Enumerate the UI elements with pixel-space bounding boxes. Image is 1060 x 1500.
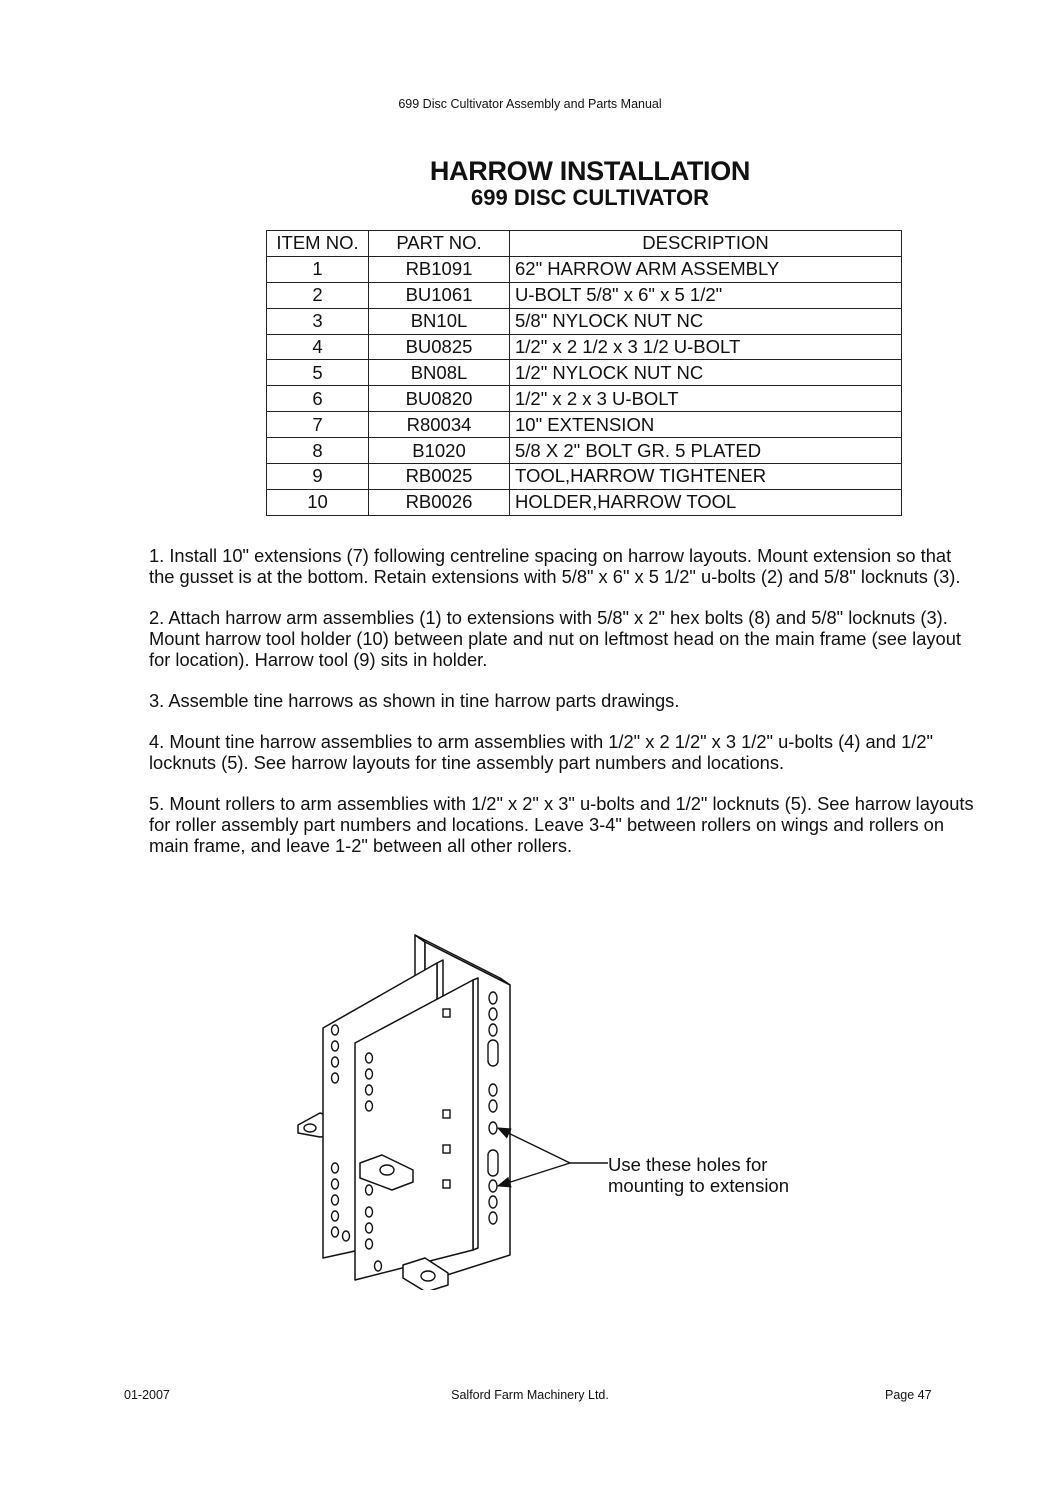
table-row (267, 334, 902, 360)
running-header: 699 Disc Cultivator Assembly and Parts Manual (398, 97, 662, 111)
table-row (267, 386, 902, 412)
description-cell: 1/2" NYLOCK NUT NC (510, 360, 902, 386)
footer-date: 01-2007 (124, 1388, 170, 1402)
part-number-cell: BN10L (369, 308, 510, 334)
item-number-cell: 1 (267, 256, 369, 282)
part-number-cell: BN08L (369, 360, 510, 386)
description-cell: 5/8" NYLOCK NUT NC (510, 308, 902, 334)
column-header-item-no: ITEM NO. (267, 231, 369, 257)
table-row (267, 464, 902, 490)
item-number-cell: 7 (267, 412, 369, 438)
description-cell: U-BOLT 5/8" x 6" x 5 1/2" (510, 282, 902, 308)
installation-instructions (149, 545, 979, 876)
part-number-cell: BU0825 (369, 334, 510, 360)
item-number-cell: 2 (267, 282, 369, 308)
instruction-step-3: 3. Assemble tine harrows as shown in tine harrow parts drawings. (149, 690, 680, 711)
item-number-cell: 10 (267, 489, 369, 515)
item-number-cell: 3 (267, 308, 369, 334)
page-title: HARROW INSTALLATION (429, 156, 751, 186)
item-number-cell: 5 (267, 360, 369, 386)
description-cell: HOLDER,HARROW TOOL (510, 489, 902, 515)
page-subtitle: 699 DISC CULTIVATOR (471, 185, 709, 210)
table-header-row (267, 231, 902, 257)
description-cell: 62" HARROW ARM ASSEMBLY (510, 256, 902, 282)
table-row (267, 412, 902, 438)
table-row (267, 282, 902, 308)
part-number-cell: B1020 (369, 438, 510, 464)
description-cell: 1/2" x 2 x 3 U-BOLT (510, 386, 902, 412)
harrow-bracket-drawing (280, 930, 840, 1290)
part-number-cell: BU1061 (369, 282, 510, 308)
part-number-cell: RB1091 (369, 256, 510, 282)
item-number-cell: 4 (267, 334, 369, 360)
part-number-cell: BU0820 (369, 386, 510, 412)
parts-table (266, 230, 902, 516)
description-cell: 5/8 X 2" BOLT GR. 5 PLATED (510, 438, 902, 464)
column-header-part-no: PART NO. (369, 231, 510, 257)
instruction-step-5: 5. Mount rollers to arm assemblies with 1/2" x 2" x 3" u-bolts and 1/2" locknuts (5). See harrow layouts for roller assembly part numbers and locations. Leave 3-4" between rollers on wings and rollers on main frame, and leave 1-2" between all other rollers. (149, 793, 974, 856)
item-number-cell: 6 (267, 386, 369, 412)
column-header-description: DESCRIPTION (510, 231, 902, 257)
item-number-cell: 9 (267, 464, 369, 490)
harrow-bracket-figure (280, 930, 840, 1290)
table-row (267, 360, 902, 386)
item-number-cell: 8 (267, 438, 369, 464)
description-cell: 10" EXTENSION (510, 412, 902, 438)
instruction-step-1: 1. Install 10" extensions (7) following centreline spacing on harrow layouts. Mount extension so that the gusset is at the bottom. Retain extensions with 5/8" x 6" x 5 1/2" u-bolts (2) and 5/8" locknuts (3). (149, 545, 961, 587)
table-row (267, 489, 902, 515)
instruction-step-2: 2. Attach harrow arm assemblies (1) to extensions with 5/8" x 2" hex bolts (8) and 5/8" locknuts (3). Mount harrow tool holder (10) between plate and nut on leftmost head on the main frame (see layout for location). Harrow tool (9) sits in holder. (149, 607, 961, 670)
description-cell: 1/2" x 2 1/2 x 3 1/2 U-BOLT (510, 334, 902, 360)
table-row (267, 308, 902, 334)
callout-text-line-2: mounting to extension (608, 1175, 790, 1196)
footer-company: Salford Farm Machinery Ltd. (451, 1388, 609, 1402)
part-number-cell: R80034 (369, 412, 510, 438)
part-number-cell: RB0025 (369, 464, 510, 490)
footer-page-number: Page 47 (885, 1388, 932, 1402)
callout-text-line-1: Use these holes for (608, 1154, 768, 1175)
table-row (267, 438, 902, 464)
instruction-step-4: 4. Mount tine harrow assemblies to arm assemblies with 1/2" x 2 1/2" x 3 1/2" u-bolts (4) and 1/2" locknuts (5). See harrow layouts for tine assembly part numbers and locations. (149, 731, 933, 773)
description-cell: TOOL,HARROW TIGHTENER (510, 464, 902, 490)
table-row (267, 256, 902, 282)
part-number-cell: RB0026 (369, 489, 510, 515)
